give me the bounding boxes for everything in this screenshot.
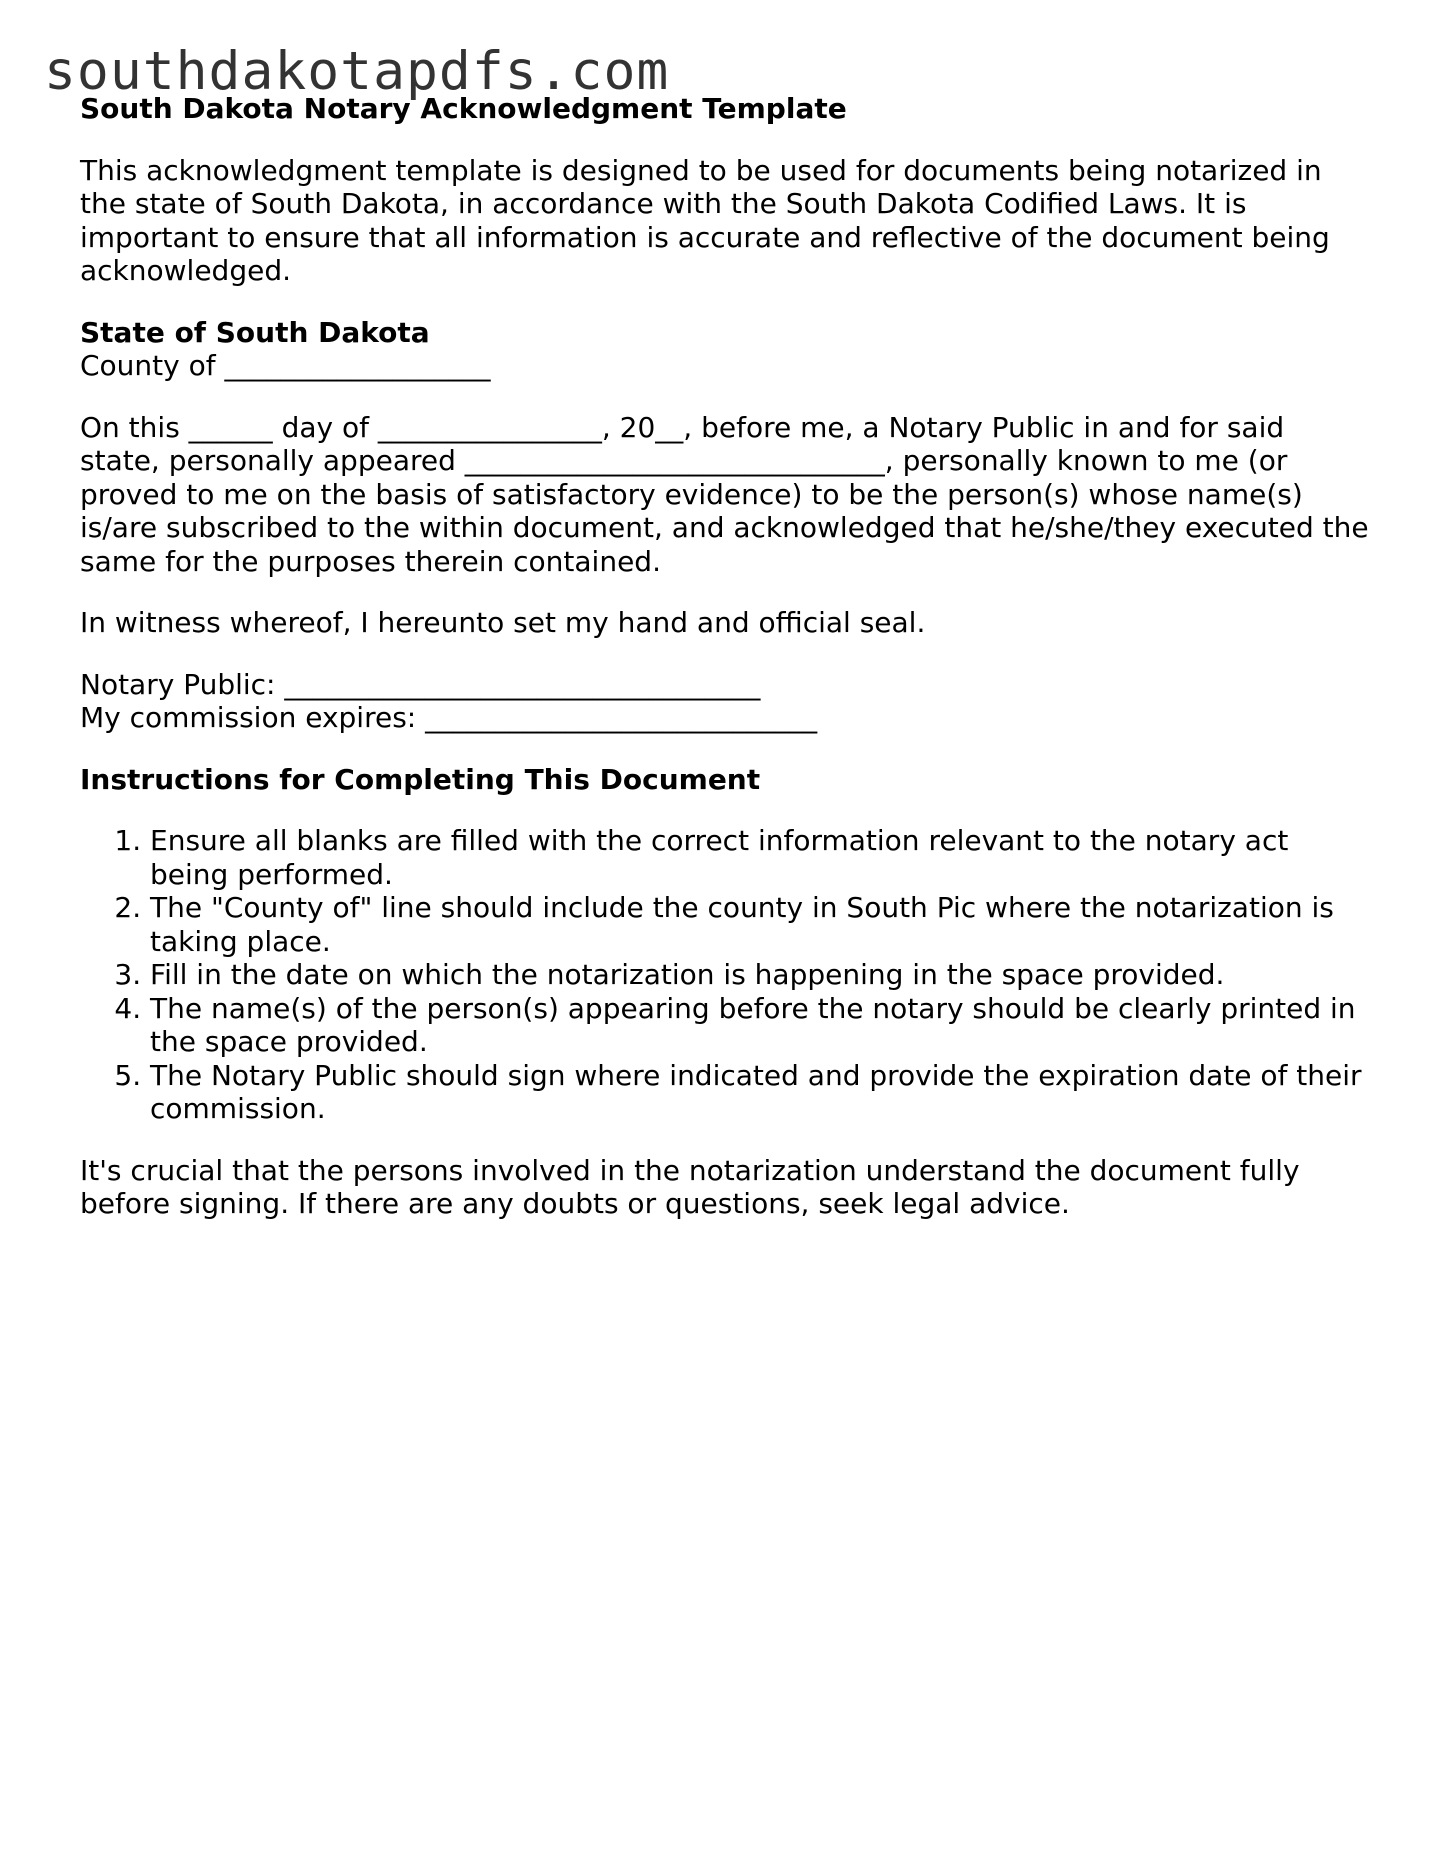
document-body [80, 92, 1370, 1249]
acknowledgment-paragraph: On this ______ day of ________________, 20__, before me, a Notary Public in and for said state, personally appeared ______________________________, personally known to me (or proved to me on the basis of satisfactory evidence) to be the person(s) whose name(s) is/are subscribed to the within document, and acknowledged that he/she/they executed the same for the purposes therein contained. [80, 410, 1369, 578]
county-line: County of ___________________ [80, 349, 491, 382]
closing-paragraph: It's crucial that the persons involved in the notarization understand the document fully before signing. If there are any doubts or questions, seek legal advice. [80, 1153, 1300, 1220]
notary-public-line: Notary Public: __________________________________ [80, 667, 761, 701]
list-item: 2. The "County of" line should include the county in South Pic where the notarization is taking place. [150, 891, 1370, 958]
signature-block [80, 668, 1370, 735]
site-watermark: southdakotapdfs.com [44, 41, 670, 102]
intro-paragraph: This acknowledgment template is designed to be used for documents being notarized in the state of South Dakota, in accordance with the South Dakota Codified Laws. It is important to ensure that all information is accurate and reflective of the document being acknowledged. [80, 153, 1330, 287]
commission-expires-line: My commission expires: ____________________________ [80, 701, 818, 734]
venue-block [80, 316, 1370, 383]
list-item: 4. The name(s) of the person(s) appearing before the notary should be clearly printed in the space provided. [150, 992, 1370, 1059]
list-item: 1. Ensure all blanks are filled with the correct information relevant to the notary act being performed. [150, 824, 1370, 891]
witness-statement: In witness whereof, I hereunto set my hand and official seal. [80, 606, 926, 639]
document-title: South Dakota Notary Acknowledgment Template [80, 92, 847, 125]
instructions-heading: Instructions for Completing This Document [80, 762, 761, 796]
instructions-list [80, 824, 1370, 1126]
list-item: 5. The Notary Public should sign where indicated and provide the expiration date of their commission. [150, 1059, 1370, 1126]
state-heading: State of South Dakota [80, 315, 430, 349]
list-item: 3. Fill in the date on which the notarization is happening in the space provided. [150, 958, 1370, 992]
